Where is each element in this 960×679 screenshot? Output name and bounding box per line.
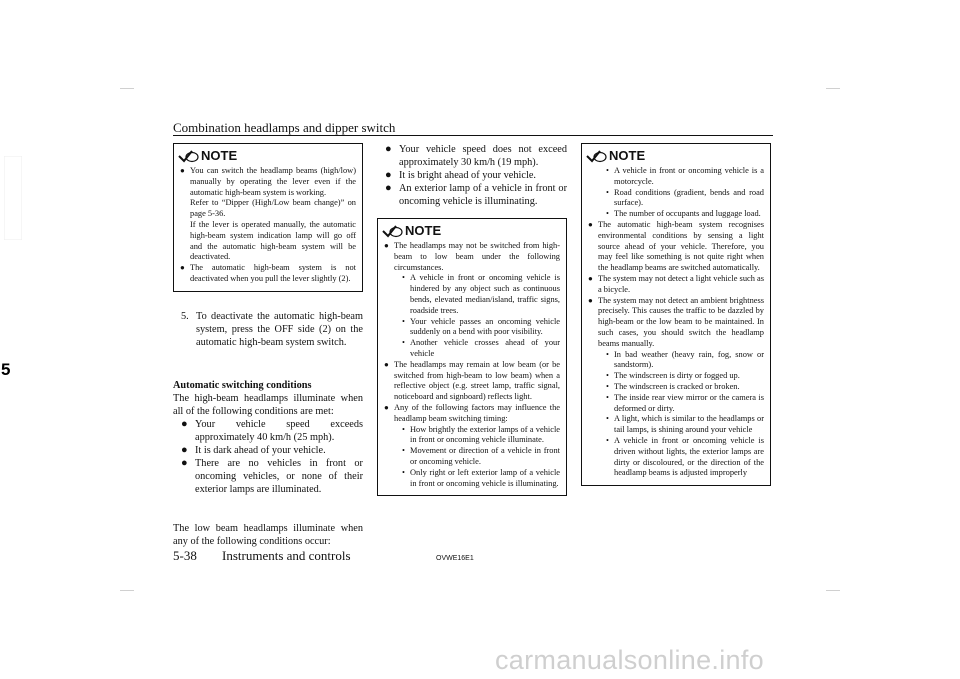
crop-mark	[826, 88, 840, 89]
sub-text: Another vehicle crosses ahead of your vehicle	[410, 338, 560, 358]
condition-item	[173, 457, 363, 496]
bullet-icon: ●	[588, 219, 593, 229]
step-number: 5.	[181, 310, 189, 322]
note-box-3	[581, 143, 771, 486]
column-3	[581, 143, 771, 486]
continued-list	[588, 166, 764, 220]
sub-bullet-icon: •	[402, 446, 405, 456]
step-5	[173, 310, 363, 349]
chapter-number: 5	[1, 360, 11, 379]
sub-text: The number of occupants and luggage load.	[614, 209, 761, 219]
bullet-icon: ●	[385, 182, 392, 194]
sub-text: Only right or left exterior lamp of a vehicle in front or oncoming vehicle is illuminating.	[410, 467, 560, 488]
bullet-icon: ●	[180, 263, 185, 273]
note-header	[381, 223, 560, 238]
sub-bullet-icon: •	[402, 316, 405, 326]
note-check-icon	[177, 149, 199, 163]
sub-bullet-icon: •	[606, 166, 609, 175]
sub-item	[394, 273, 560, 316]
condition-text: Your vehicle speed does not exceed approximately 30 km/h (19 mph).	[399, 144, 567, 168]
document-code: OVWE16E1	[436, 555, 474, 562]
sub-bullet-icon: •	[402, 467, 405, 477]
crop-mark	[120, 590, 134, 591]
sub-bullet-icon: •	[402, 424, 405, 434]
note-line: The system may not detect an ambient brightness precisely. This causes the traffic to be dazzled by high-beam or the low beam to be maintained. In such cases, you should switch the headlamp beams manually.	[598, 295, 764, 348]
sub-item	[598, 371, 764, 382]
sub-bullet-icon: •	[606, 414, 609, 424]
low-beam-intro: The low beam headlamps illuminate when any of the following conditions occur:	[173, 522, 363, 547]
watermark: carmanualsonline.info	[495, 645, 764, 675]
note-line: If the lever is operated manually, the automatic high-beam system indication lamp will go off and the automatic high-beam system will be deactivated.	[190, 219, 356, 262]
page-number: 5-38	[173, 548, 197, 563]
sub-text: Movement or direction of a vehicle in front or oncoming vehicle.	[410, 446, 560, 466]
condition-text: There are no vehicles in front or oncoming vehicles, or none of their exterior lamps are illuminated.	[195, 457, 363, 495]
sub-bullet-icon: •	[402, 273, 405, 283]
note-item	[180, 166, 356, 263]
note-label: NOTE	[405, 223, 442, 238]
note-text	[384, 241, 560, 489]
note-text	[588, 166, 764, 479]
note-item	[588, 220, 764, 274]
note-line: The headlamps may not be switched from high-beam to low beam under the following circumstances.	[394, 241, 560, 272]
note-item	[384, 403, 560, 489]
sub-text: A vehicle in front or oncoming vehicle is a motorcycle.	[614, 166, 764, 186]
bullet-icon: ●	[384, 402, 389, 412]
sub-bullet-icon: •	[402, 338, 405, 348]
low-beam-conditions	[377, 143, 567, 208]
section-heading: Automatic switching conditions	[173, 379, 312, 391]
bullet-icon: ●	[588, 273, 593, 283]
sub-item	[394, 468, 560, 490]
note-header	[177, 148, 356, 163]
crop-mark	[120, 88, 134, 89]
conditions-section	[173, 379, 363, 496]
note-label: NOTE	[609, 148, 646, 163]
sub-text: Your vehicle passes an oncoming vehicle suddenly on a bend with poor visibility.	[410, 316, 560, 337]
note-box-1	[173, 143, 363, 292]
chapter-tab-mark	[4, 156, 22, 240]
bullet-icon: ●	[385, 169, 392, 181]
bullet-icon: ●	[384, 359, 389, 369]
step-text: To deactivate the automatic high-beam system, press the OFF side (2) on the automatic high-beam system switch.	[196, 310, 363, 348]
note-box-2	[377, 218, 567, 496]
note-check-icon	[585, 149, 607, 163]
note-header	[585, 148, 764, 163]
bullet-icon: ●	[181, 443, 188, 456]
sub-item	[598, 382, 764, 393]
sub-item	[598, 436, 764, 479]
condition-text: An exterior lamp of a vehicle in front or oncoming vehicle is illuminating.	[399, 183, 567, 207]
note-line: The headlamps may remain at low beam (or be switched from high-beam to low beam) when a reflective object (e.g. street lamp, traffic signal, noticeboard and signboard) reflects light.	[394, 359, 560, 402]
condition-item	[173, 444, 363, 457]
bullet-icon: ●	[180, 166, 185, 175]
running-head: Combination headlamps and dipper switch	[173, 120, 396, 135]
note-line: The system may not detect a light vehicle such as a bicycle.	[598, 273, 764, 294]
crop-mark	[826, 590, 840, 591]
sub-bullet-icon: •	[606, 371, 609, 381]
condition-item	[377, 169, 567, 182]
note-label: NOTE	[201, 148, 238, 163]
sub-item	[598, 166, 764, 188]
sub-text: The windscreen is cracked or broken.	[614, 381, 740, 391]
bullet-icon: ●	[181, 456, 188, 469]
condition-item	[377, 182, 567, 208]
sub-text: A vehicle in front or oncoming vehicle is driven without lights, the exterior lamps are dirty or discoloured, or the direction of the headlamp beams is adjusted improperly	[614, 435, 764, 478]
note-line: Refer to “Dipper (High/Low beam change)” on page 5-36.	[190, 198, 356, 219]
sub-bullet-icon: •	[606, 392, 609, 402]
note-text	[180, 166, 356, 285]
note-check-icon	[381, 224, 403, 238]
sub-text: Road conditions (gradient, bends and road surface).	[614, 187, 764, 208]
condition-text: Your vehicle speed exceeds approximately 40 km/h (25 mph).	[195, 418, 363, 443]
section-intro: The high-beam headlamps illuminate when all of the following conditions are met:	[173, 392, 363, 417]
sub-bullet-icon: •	[606, 381, 609, 391]
sub-item	[598, 393, 764, 415]
header-rule	[173, 135, 773, 136]
bullet-icon: ●	[385, 143, 392, 155]
column-1	[173, 143, 363, 548]
footer-section-title: Instruments and controls	[222, 548, 351, 563]
sub-text: The inside rear view mirror or the camera is deformed or dirty.	[614, 392, 764, 413]
sub-bullet-icon: •	[606, 187, 609, 197]
note-line: You can switch the headlamp beams (high/low) manually by operating the lever even if the automatic high-beam system is working.	[190, 166, 356, 197]
sub-item	[598, 350, 764, 372]
note-item	[588, 296, 764, 480]
bullet-icon: ●	[588, 295, 593, 305]
sub-item	[598, 188, 764, 210]
sub-text: A light, which is similar to the headlamps or tail lamps, is shining around your vehicle	[614, 414, 764, 435]
note-item	[384, 241, 560, 360]
note-item	[588, 274, 764, 296]
note-line: The automatic high-beam system is not deactivated when you pull the lever slightly (2).	[190, 263, 356, 283]
chapter-tab	[0, 136, 26, 604]
column-2	[377, 143, 567, 496]
sub-text: The windscreen is dirty or fogged up.	[614, 371, 740, 381]
sub-bullet-icon: •	[606, 435, 609, 445]
condition-text: It is dark ahead of your vehicle.	[195, 444, 326, 456]
sub-item	[598, 414, 764, 436]
bullet-icon: ●	[181, 417, 188, 430]
sub-bullet-icon: •	[606, 209, 609, 219]
note-item	[180, 263, 356, 285]
note-line: The automatic high-beam system recognises environmental conditions by sensing a light source ahead of your vehicle. Therefore, you may feel like something is not quite right when the headlamp beams are switched automatically.	[598, 219, 764, 273]
sub-bullet-icon: •	[606, 349, 609, 359]
sub-item	[394, 425, 560, 447]
bullet-icon: ●	[384, 241, 389, 250]
sub-text: A vehicle in front or oncoming vehicle is hindered by any object such as continuous bends, elevated median/island, traffic signs, roadside trees.	[410, 273, 560, 315]
sub-item	[394, 446, 560, 468]
note-item	[384, 360, 560, 403]
sub-item	[394, 317, 560, 339]
sub-item	[394, 338, 560, 360]
condition-item	[377, 143, 567, 169]
sub-text: In bad weather (heavy rain, fog, snow or sandstorm).	[614, 349, 764, 370]
condition-text: It is bright ahead of your vehicle.	[399, 170, 536, 181]
condition-item	[173, 418, 363, 444]
note-line: Any of the following factors may influence the headlamp beam switching timing:	[394, 402, 560, 423]
sub-item	[598, 209, 764, 220]
sub-text: How brightly the exterior lamps of a vehicle in front or oncoming vehicle illuminate.	[410, 424, 560, 445]
